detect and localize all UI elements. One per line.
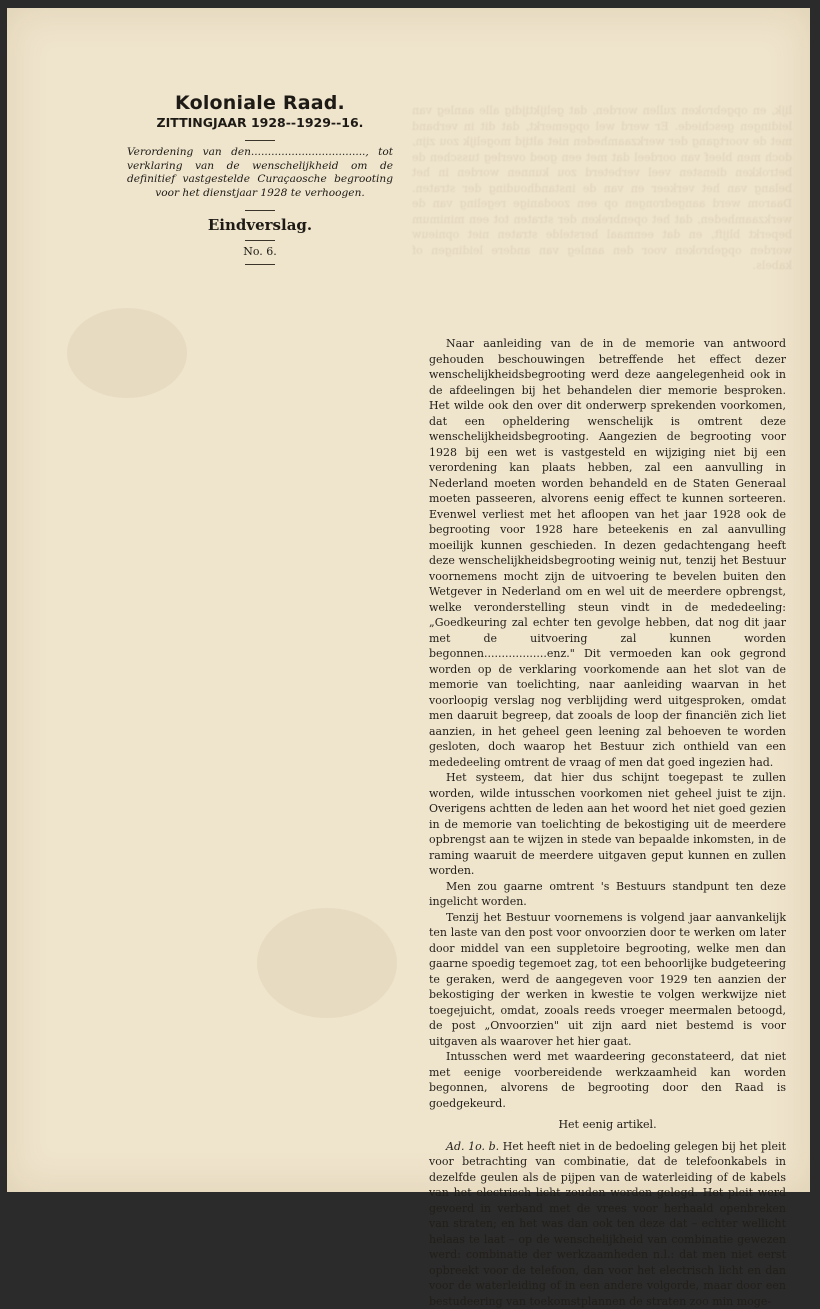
article-paragraph	[429, 1139, 786, 1309]
paper-stain	[67, 308, 187, 398]
divider	[245, 140, 275, 141]
paper-stain	[257, 908, 397, 1018]
body-paragraph: Intusschen werd met waardeering geconstateerd, dat niet met eenige voorbereidende werkzaamheid kan worden begonnen, alvorens de begrooting door den Raad is goedgekeurd.	[429, 1049, 786, 1111]
divider	[245, 210, 275, 211]
body-paragraph: Het systeem, dat hier dus schijnt toegepast te zullen worden, wilde intusschen voorkomen niet geheel juist te zijn. Overigens achtten de leden aan het woord het niet goed gezien in de memorie van toelichting de bekostiging uit de meerdere opbrengst aan te wijzen in stede van bepaalde inkomsten, in de raming waaruit de meerdere uitgaven geput kunnen en zullen worden.	[429, 770, 786, 879]
article-label: Ad. 1o. b.	[446, 1140, 499, 1153]
ordinance-description: Verordening van den.................................., tot verklaring van de wenschelijkheid om de definitief vastgestelde Curaçaosche begrooting voor het dienstjaar 1928 te verhoogen.	[125, 146, 395, 200]
body-paragraph: Men zou gaarne omtrent 's Bestuurs standpunt ten deze ingelicht worden.	[429, 879, 786, 910]
divider	[245, 240, 275, 241]
report-header	[125, 92, 395, 270]
report-body	[429, 336, 786, 1309]
session-year: ZITTINGJAAR 1928--1929--16.	[125, 115, 395, 130]
body-paragraph: Tenzij het Bestuur voornemens is volgend jaar aanvankelijk ten laste van den post voor onvoorzien door te werken om later door middel van een suppletoire begrooting, welke men dan gaarne spoedig tegemoet zag, tot een behoorlijke budgeteering te geraken, werd de aangegeven voor 1929 ten aanzien der bekostiging der werken in kwestie te volgen werkwijze niet toegejuicht, omdat, zooals reeds vroeger meermalen betoogd, de post „Onvoorzien" uit zijn aard niet bestemd is voor uitgaven als waarover het hier gaat.	[429, 910, 786, 1050]
body-paragraph: Naar aanleiding van de in de memorie van antwoord gehouden beschouwingen betreffende het effect dezer wenschelijkheidsbegrooting werd deze aangelegenheid ook in de afdeelingen bij het behandelen dier memorie besproken. Het wilde ook den over dit onderwerp sprekenden voorkomen, dat een opheldering wenschelijk is omtrent deze wenschelijkheidsbegrooting. Aangezien de begrooting voor 1928 bij een wet is vastgesteld en wijziging niet bij een verordening kan plaats hebben, zal een aanvulling in Nederland moeten worden behandeld en de Staten Generaal moeten passeeren, alvorens eenig effect te kunnen sorteeren. Evenwel verliest met het afloopen van het jaar 1928 ook de begrooting voor 1928 hare beteekenis en zal aanvulling moeilijk kunnen geschieden. In dezen gedachtengang heeft deze wenschelijkheidsbegrooting weinig nut, tenzij het Bestuur voornemens mocht zijn de uitvoering te bevelen buiten den Wetgever in Nederland om en wel uit de meerdere opbrengst, welke veronderstelling steun vindt in de mededeeling: „Goedkeuring zal echter ten gevolge hebben, dat nog dit jaar met de uitvoering zal kunnen worden begonnen..................enz." Dit vermoeden kan ook gegrond worden op de verklaring voorkomende aan het slot van de memorie van toelichting, naar aanleiding waarvan in het voorloopig verslag nog verblijding werd uitgesproken, omdat men daaruit begreep, dat zooals de loop der financiën zich liet aanzien, in het geheel geen leening zal behoeven te worden gesloten, doch waarop het Bestuur zich onthield van een mededeeling omtrent de vraag of men dat goed ingezien had.	[429, 336, 786, 770]
divider	[245, 264, 275, 265]
section-heading: Het eenig artikel.	[429, 1117, 786, 1133]
council-title: Koloniale Raad.	[125, 92, 395, 114]
article-text: Het heeft niet in de bedoeling gelegen bij het pleit voor betrachting van combinatie, dat de telefoonkabels in dezelfde geulen als de pijpen van de waterleiding of de kabels van het electrisch licht zouden worden gelegd. Het pleit werd gevoerd in verband met de vrees voor herhaald openbreken van straten; en het was dan ook ten deze dat – echter wellicht helaas te laat – op de wenschelijkheid van combinatie gewezen werd: combinatie der werkzaamheden n.l.: dat men niet eerst opbreekt voor de telefoon, dan voor het electrisch licht en dan voor de waterleiding of in een andere volgorde, maar door een bestudeering van toekomstplannen de straten zoo min moge-	[429, 1140, 786, 1308]
bleed-through-text: lijk, en opgebroken zullen worden, dat gelijktijdig alle aanleg van leidingen geschiede. Er werd wel opgemerkt, dat dit in verband met de voortgang der werkzaamheden niet altijd mogelijk zou zijn, doch men bleef van oordeel dat met een goed overleg tusschen de betrokken diensten veel verbeterd zou kunnen worden in het belang van het verkeer en van de instandhouding der straten. Daarom werd aangedrongen op een zoodanige regeling van de werkzaamheden, dat het openbreken der straten tot een minimum beperkt blijft, en dat eenmaal herstelde straten niet opnieuw worden opgebroken voor den aanleg van andere leidingen of kabels.	[412, 103, 792, 318]
report-title: Eindverslag.	[125, 216, 395, 234]
document-page	[7, 8, 810, 1192]
report-number: No. 6.	[125, 245, 395, 258]
